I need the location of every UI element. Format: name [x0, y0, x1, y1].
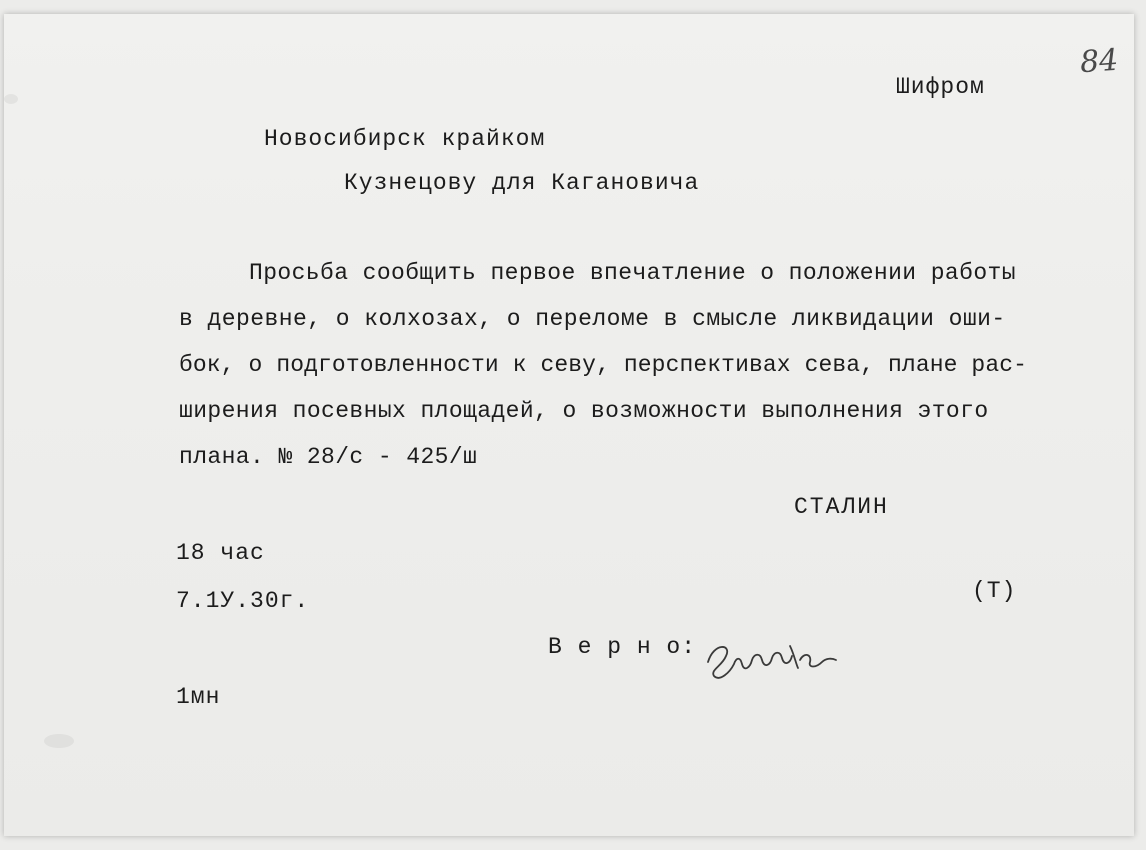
body-line-2: в деревне, о колхозах, о переломе в смысле ликвидации оши- [179, 306, 1006, 332]
recipient-line-2: Кузнецову для Кагановича [344, 170, 700, 196]
transmission-mode: Шифром [896, 74, 985, 100]
paper-scuff [44, 734, 74, 748]
body-line-3: бок, о подготовленности к севу, перспективах сева, плане рас- [179, 352, 1028, 378]
certification-label: В е р н о: [548, 634, 697, 660]
body-line-1: Просьба сообщить первое впечатление о положении работы [249, 260, 1016, 286]
paper-scuff [4, 94, 18, 104]
copies: 1мн [176, 684, 221, 710]
handwritten-signature [704, 634, 844, 684]
body-line-5: плана. № 28/с - 425/ш [179, 444, 478, 470]
signatory: СТАЛИН [794, 494, 889, 520]
time: 18 час [176, 540, 265, 566]
document-page [4, 14, 1134, 836]
recipient-line-1: Новосибирск крайком [264, 126, 546, 152]
mark: (Т) [972, 578, 1017, 604]
date: 7.1У.30г. [176, 588, 310, 614]
page-number: 84 [1078, 42, 1120, 81]
body-line-4: ширения посевных площадей, о возможности выполнения этого [179, 398, 989, 424]
